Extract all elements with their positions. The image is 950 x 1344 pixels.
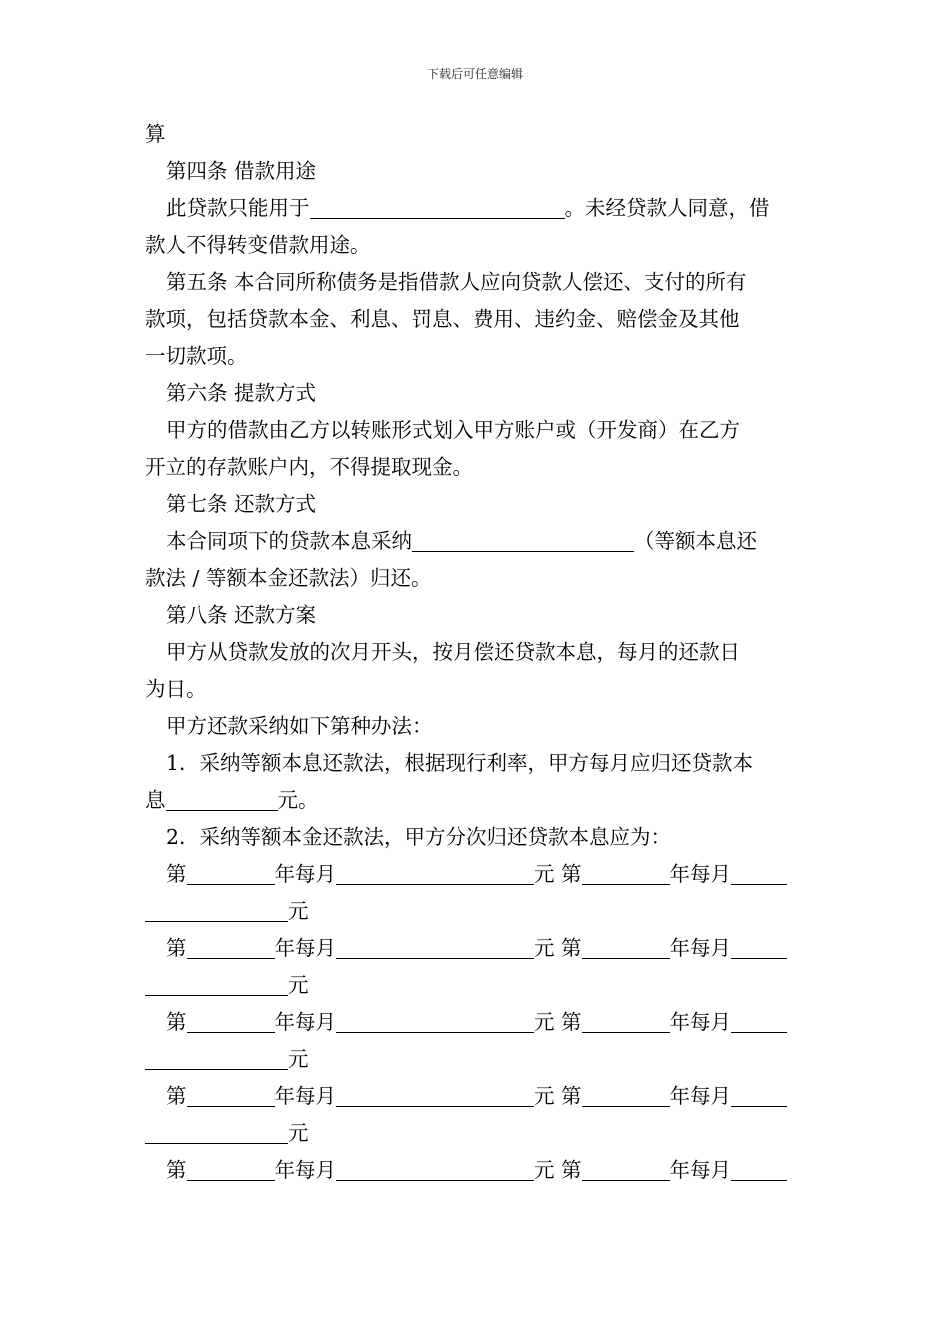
line-text: 1．采纳等额本息还款法，根据现行利率，甲方每月应归还贷款本: [166, 751, 754, 775]
schedule-label-year-monthly: 年每月: [669, 1084, 732, 1108]
schedule-label-yuan: 元: [288, 1121, 309, 1145]
line-text: 甲方还款采纳如下第种办法：: [166, 714, 433, 738]
article-5-text: [145, 264, 807, 301]
schedule-row: [145, 1004, 807, 1041]
line-text: 一切款项。: [145, 344, 248, 368]
schedule-label-year-monthly: 年每月: [274, 936, 336, 960]
schedule-label-yuan: 元: [534, 936, 555, 960]
schedule-row-continuation: [145, 1115, 807, 1152]
line-text: 2．采纳等额本金还款法，甲方分次归还贷款本息应为：: [166, 825, 672, 849]
schedule-label-year-monthly: 年每月: [274, 1158, 336, 1182]
text-line: [145, 449, 807, 486]
blank-repayment-method[interactable]: [412, 529, 634, 552]
blank-amount[interactable]: [145, 1121, 288, 1144]
schedule-row-continuation: [145, 1041, 807, 1078]
schedule-label-year-monthly: 年每月: [669, 1010, 732, 1034]
schedule-label-di: 第: [561, 862, 582, 886]
schedule-label-yuan: 元: [288, 973, 309, 997]
line-text: 此贷款只能用于: [166, 196, 310, 220]
schedule-row-continuation: [145, 967, 807, 1004]
line-text: 第五条 本合同所称债务是指借款人应向贷款人偿还、支付的所有: [166, 270, 747, 294]
blank-amount[interactable]: [336, 1084, 534, 1107]
line-text: 开立的存款账户内，不得提取现金。: [145, 455, 473, 479]
text-line: [145, 523, 807, 560]
schedule-row-continuation: [145, 893, 807, 930]
schedule-row: [145, 1152, 807, 1189]
text-line: [145, 671, 807, 708]
schedule-label-di: 第: [561, 1158, 582, 1182]
line-text: 。未经贷款人同意，借: [564, 196, 770, 220]
schedule-label-di: 第: [166, 1084, 187, 1108]
blank-amount[interactable]: [731, 1010, 787, 1033]
blank-amount[interactable]: [336, 936, 534, 959]
blank-amount[interactable]: [731, 1084, 787, 1107]
schedule-label-di: 第: [166, 1010, 187, 1034]
blank-year[interactable]: [187, 1158, 275, 1181]
line-text: 息: [145, 788, 166, 812]
text-line: [145, 190, 807, 227]
line-text: 本合同项下的贷款本息采纳: [166, 529, 412, 553]
schedule-label-di: 第: [561, 936, 582, 960]
line-text: 款人不得转变借款用途。: [145, 233, 371, 257]
text-line: [145, 338, 807, 375]
blank-year[interactable]: [582, 936, 670, 959]
line-text: 元。: [277, 788, 319, 812]
blank-year[interactable]: [187, 936, 275, 959]
text-line: [145, 560, 807, 597]
blank-amount[interactable]: [731, 1158, 787, 1181]
page-header: 下载后可任意编辑: [426, 67, 523, 81]
text-line: [145, 227, 807, 264]
article-8-heading: [145, 597, 807, 634]
schedule-label-year-monthly: 年每月: [669, 1158, 732, 1182]
blank-amount[interactable]: [145, 973, 288, 996]
schedule-label-year-monthly: 年每月: [274, 862, 336, 886]
blank-amount[interactable]: [145, 1047, 288, 1070]
schedule-label-di: 第: [561, 1010, 582, 1034]
schedule-label-di: 第: [166, 862, 187, 886]
blank-amount[interactable]: [731, 862, 787, 885]
blank-year[interactable]: [582, 1158, 670, 1181]
blank-year[interactable]: [187, 1010, 275, 1033]
line-text: 第六条 提款方式: [166, 381, 317, 405]
line-text: 甲方从贷款发放的次月开头，按月偿还贷款本息，每月的还款日: [166, 640, 740, 664]
schedule-row: [145, 856, 807, 893]
schedule-label-di: 第: [561, 1084, 582, 1108]
schedule-label-yuan: 元: [534, 1158, 555, 1182]
text-line: [145, 412, 807, 449]
line-text: 款法 / 等额本金还款法）归还。: [145, 566, 432, 590]
blank-amount[interactable]: [336, 1158, 534, 1181]
schedule-label-yuan: 元: [288, 1047, 309, 1071]
blank-monthly-amount[interactable]: [166, 788, 278, 811]
blank-year[interactable]: [582, 1010, 670, 1033]
line-text: （等额本息还: [634, 529, 757, 553]
text-line: [145, 782, 807, 819]
repayment-schedule: [145, 856, 807, 1189]
line-text: 第七条 还款方式: [166, 492, 317, 516]
line-text: 甲方的借款由乙方以转账形式划入甲方账户或（开发商）在乙方: [166, 418, 740, 442]
blank-loan-purpose[interactable]: [310, 196, 565, 219]
schedule-label-yuan: 元: [534, 1084, 555, 1108]
blank-amount[interactable]: [731, 936, 787, 959]
schedule-label-di: 第: [166, 1158, 187, 1182]
schedule-row: [145, 930, 807, 967]
text-line: [145, 708, 807, 745]
text-line: [145, 634, 807, 671]
schedule-label-year-monthly: 年每月: [669, 936, 732, 960]
text-line: [145, 116, 807, 153]
schedule-label-yuan: 元: [534, 1010, 555, 1034]
schedule-label-di: 第: [166, 936, 187, 960]
blank-amount[interactable]: [336, 862, 534, 885]
article-6-heading: [145, 375, 807, 412]
line-text: 为日。: [145, 677, 207, 701]
blank-year[interactable]: [582, 862, 670, 885]
schedule-label-year-monthly: 年每月: [274, 1084, 336, 1108]
line-text: 第四条 借款用途: [166, 159, 317, 183]
contract-body: [145, 116, 807, 1189]
blank-year[interactable]: [582, 1084, 670, 1107]
schedule-label-yuan: 元: [534, 862, 555, 886]
line-text: 款项，包括贷款本金、利息、罚息、费用、违约金、赔偿金及其他: [145, 307, 740, 331]
line-text: 算: [145, 122, 166, 146]
text-line: [145, 301, 807, 338]
blank-amount[interactable]: [336, 1010, 534, 1033]
blank-amount[interactable]: [145, 899, 288, 922]
schedule-label-year-monthly: 年每月: [274, 1010, 336, 1034]
blank-year[interactable]: [187, 862, 275, 885]
line-text: 第八条 还款方案: [166, 603, 317, 627]
schedule-label-year-monthly: 年每月: [669, 862, 732, 886]
blank-year[interactable]: [187, 1084, 275, 1107]
text-line: [145, 819, 807, 856]
schedule-label-yuan: 元: [288, 899, 309, 923]
schedule-row: [145, 1078, 807, 1115]
article-4-heading: [145, 153, 807, 190]
article-7-heading: [145, 486, 807, 523]
text-line: [145, 745, 807, 782]
